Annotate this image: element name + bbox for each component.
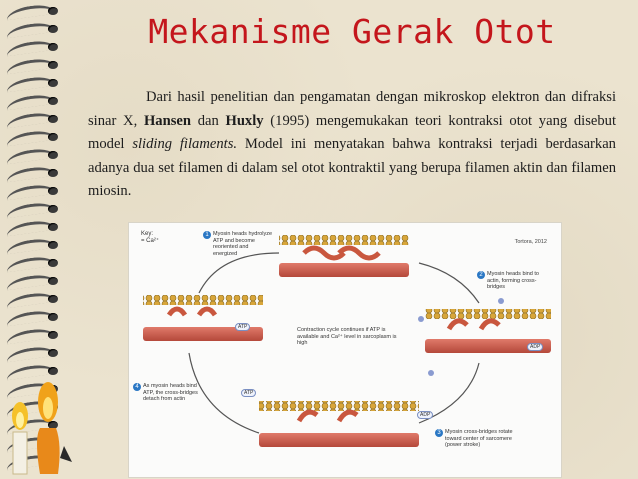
myosin-head-top-1: [304, 248, 344, 258]
binding-ring: [4, 76, 68, 90]
binding-hole: [48, 241, 58, 249]
binding-hole: [48, 79, 58, 87]
actin-filament-left: [143, 295, 263, 305]
binding-hole: [48, 187, 58, 195]
binding-hole: [48, 7, 58, 15]
calcium-ion-1: [418, 316, 424, 322]
myosin-head-right-2: [481, 321, 499, 329]
step-caption-3: Myosin cross-bridges rotate toward center of sarcomere (power stroke): [445, 429, 513, 448]
contraction-cycle-figure: [128, 222, 562, 478]
myosin-filament-top: [279, 263, 409, 277]
binding-hole: [48, 97, 58, 105]
binding-ring: [4, 328, 68, 342]
step-caption-4: As myosin heads bind ATP, the cross-bridges detach from actin: [143, 383, 198, 402]
myosin-head-left-2: [199, 309, 215, 315]
key-title: Key:: [141, 231, 154, 237]
binding-hole: [48, 313, 58, 321]
fire-body: [37, 428, 60, 474]
panel-bottom: [259, 401, 419, 447]
binding-ring: [4, 220, 68, 234]
binding-hole: [48, 43, 58, 51]
binding-hole: [48, 25, 58, 33]
paragraph-text-4: Model ini menyatakan bahwa kontraksi terjadi berdasarkan adanya dua set filamen di dalam sel otot kontraktil yang berupa filamen aktin dan filamen miosin.: [88, 136, 616, 200]
binding-ring: [4, 4, 68, 18]
binding-ring: [4, 112, 68, 126]
flame-right-core: [43, 397, 53, 419]
binding-ring: [4, 94, 68, 108]
step-number-4: 4: [133, 383, 141, 391]
binding-hole: [48, 331, 58, 339]
binding-ring: [4, 184, 68, 198]
panel-top: [279, 235, 409, 277]
cycle-arrow-1: [419, 263, 479, 303]
cycle-arrow-4: [199, 253, 279, 293]
myosin-head-bottom-1: [299, 412, 317, 421]
step-caption-2: Myosin heads bind to actin, forming cross-bridges: [487, 271, 539, 290]
step-number-2: 2: [477, 271, 485, 279]
author-hansen: Hansen: [143, 112, 191, 129]
paragraph-text-3: (1995) mengemukakan teori kontraksi otot yang disebut model: [88, 112, 617, 153]
paragraph-text-1: Dari hasil penelitian dan pengamatan dengan mikroskop elektron dan difraksi sinar X,: [88, 89, 616, 129]
binding-hole: [48, 115, 58, 123]
binding-ring: [4, 274, 68, 288]
binding-ring: [4, 202, 68, 216]
myosin-head-top-2: [339, 248, 379, 258]
binding-hole: [48, 205, 58, 213]
binding-hole: [48, 295, 58, 303]
candle-left: [13, 432, 27, 474]
calcium-ion-2: [428, 370, 434, 376]
binding-ring: [4, 238, 68, 252]
label-adp-1: ADP: [527, 343, 543, 351]
binding-hole: [48, 223, 58, 231]
slide-title: Mekanisme Gerak Otot: [148, 12, 556, 51]
label-atp-1: ATP: [235, 323, 250, 331]
binding-ring: [4, 346, 68, 360]
binding-ring: [4, 292, 68, 306]
label-atp-2: ATP: [241, 389, 256, 397]
label-adp-2: ADP: [417, 411, 433, 419]
binding-hole: [48, 349, 58, 357]
binding-ring: [4, 22, 68, 36]
binding-hole: [48, 277, 58, 285]
myosin-filament-bottom: [259, 433, 419, 447]
binding-hole: [48, 133, 58, 141]
calcium-ion-3: [498, 298, 504, 304]
myosin-head-right-1: [449, 321, 467, 329]
actin-filament-bottom: [259, 401, 419, 411]
binding-ring: [4, 40, 68, 54]
flame-left-core: [16, 412, 24, 428]
term-sliding-filaments: sliding filaments.: [132, 136, 238, 153]
binding-ring: [4, 148, 68, 162]
binding-hole: [48, 367, 58, 375]
author-huxly: Huxly: [225, 112, 264, 129]
binding-hole: [48, 169, 58, 177]
step-number-1: 1: [203, 231, 211, 239]
figure-credit: Tortora, 2012: [514, 239, 547, 245]
actin-filament-top: [279, 235, 409, 245]
binding-ring: [4, 58, 68, 72]
actin-filament-right: [425, 309, 551, 319]
paragraph-text-2: dan: [191, 112, 226, 129]
binding-ring: [4, 256, 68, 270]
step-caption-1: Myosin heads hydrolyze ATP and become reoriented and energized: [213, 231, 273, 257]
figure-key: [141, 231, 159, 245]
myosin-head-left-1: [169, 309, 185, 315]
binding-ring: [4, 166, 68, 180]
binding-ring: [4, 310, 68, 324]
step-number-3: 3: [435, 429, 443, 437]
binding-hole: [48, 151, 58, 159]
quill-tip: [60, 446, 72, 462]
binding-ring: [4, 130, 68, 144]
binding-hole: [48, 61, 58, 69]
panel-left: [143, 295, 263, 341]
candle-decoration: [4, 376, 76, 476]
myosin-head-bottom-2: [339, 412, 357, 421]
center-caption: Contraction cycle continues if ATP is available and Ca²⁺ level in sarcoplasm is high: [297, 327, 397, 346]
body-paragraph: [88, 86, 616, 204]
binding-hole: [48, 259, 58, 267]
key-calcium: = Ca²⁺: [141, 238, 160, 244]
